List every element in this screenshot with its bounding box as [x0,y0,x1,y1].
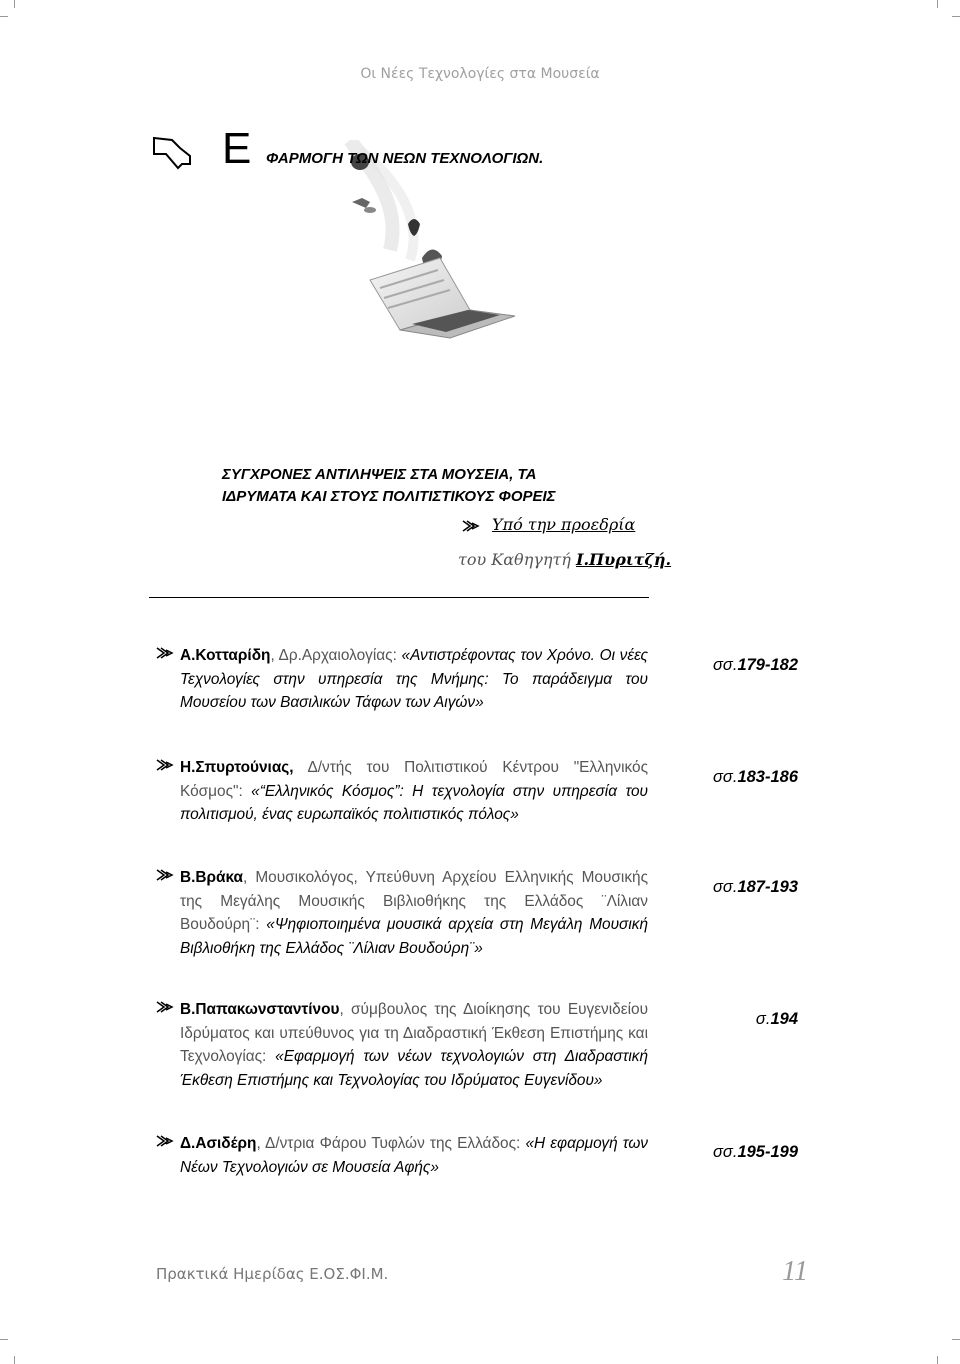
crop-mark [937,0,946,8]
crop-mark [14,1356,23,1364]
chair-name-line [458,550,671,569]
crop-mark [14,0,23,8]
page-header: Οι Νέες Τεχνολογίες στα Μουσεία [360,66,600,82]
speaker-name: Α.Κοτταρίδη [180,647,271,664]
program-entry [156,866,648,986]
bullet-icon [156,1000,174,1014]
bullet-icon [156,1134,174,1148]
divider [149,597,649,598]
speaker-role: , σύμβουλος της Διοίκησης του Ευγενιδείου Ιδρύματος και υπεύθυνος για τη Διαδραστική Έκθεση Επιστήμης και Τεχνολογίας: [180,1001,648,1065]
crop-mark [952,1339,960,1348]
chair-line [492,515,635,534]
page-range: σσ.179-182 [712,656,798,674]
crop-mark [0,1339,8,1348]
speaker-role: , Δ/ντρια Φάρου Τυφλών της Ελλάδος: [256,1135,526,1152]
speaker-name: Β.Βράκα [180,869,244,886]
talk-title: «Εφαρμογή των νέων τεχνολογιών στη Διαδραστική Έκθεση Επιστήμης και Τεχνολογίας του Ιδρύματος Ευγενίδου» [180,1048,648,1089]
speaker-role: Δ/ντής του Πολιτιστικού Κέντρου "Ελληνικός Κόσμος": [180,759,648,800]
talk-title: «Ψηφιοποιημένα μουσικά αρχεία στη Μεγάλη Μουσική Βιβλιοθήκη της Ελλάδος ¨Λίλιαν Βουδούρη¨» [180,916,648,957]
entry-text [180,998,648,1092]
speaker-role: , Δρ.Αρχαιολογίας: [270,647,402,664]
speaker-name: Η.Σπυρτούνιας, [180,759,294,776]
chair-label: Υπό την προεδρία [492,515,636,534]
entry-text [180,644,648,715]
pointing-hand-icon [150,134,194,174]
program-entry [156,1132,648,1192]
chair-prefix: του Καθηγητή [458,550,571,569]
page-range: σ.194 [755,1010,798,1028]
session-title-line2: ΣΥΓΧΡΟΝΕΣ ΑΝΤΙΛΗΨΕΙΣ ΣΤΑ ΜΟΥΣΕΙΑ, ΤΑ [222,466,537,483]
page-range: σσ.187-193 [712,878,798,896]
bullet-icon [156,758,174,772]
program-entry [156,756,648,856]
entry-text [180,756,648,827]
talk-title: «Η εφαρμογή των Νέων Τεχνολογιών σε Μουσεία Αφής» [180,1135,648,1176]
footer-text: Πρακτικά Ημερίδας Ε.ΟΣ.ΦΙ.Μ. [156,1265,389,1283]
laptop-artifacts-illustration [340,140,580,340]
page-range: σσ.183-186 [712,768,798,786]
speaker-role: , Μουσικολόγος, Υπεύθυνη Αρχείου Ελληνικής Μουσικής της Μεγάλης Μουσικής Βιβλιοθήκης της Ελλάδος ¨Λίλιαν Βουδούρη¨: [180,869,648,933]
session-title-line3: ΙΔΡΥΜΑΤΑ ΚΑΙ ΣΤΟΥΣ ΠΟΛΙΤΙΣΤΙΚΟΥΣ ΦΟΡΕΙΣ [222,488,556,505]
bullet-icon [462,519,480,533]
speaker-name: Δ.Ασιδέρη [180,1135,257,1152]
session-initial-letter: Ε [222,124,252,173]
program-entry [156,644,648,744]
talk-title: «Αντιστρέφοντας τον Χρόνο. Οι νέες Τεχνολογίες στην υπηρεσία της Μνήμης: Το παράδειγμα του Μουσείου των Βασιλικών Τάφων των Αιγών» [180,647,648,711]
crop-mark [952,16,960,25]
bullet-icon [156,868,174,882]
page-range: σσ.195-199 [712,1143,798,1161]
program-entry [156,998,648,1118]
entry-text [180,1132,648,1179]
bullet-icon [156,646,174,660]
page-number: 11 [782,1256,808,1287]
crop-mark [0,16,8,25]
crop-mark [937,1356,946,1364]
session-title-line1: ΦΑΡΜΟΓΗ ΤΩΝ ΝΕΩΝ ΤΕΧΝΟΛΟΓΙΩΝ. [266,150,544,167]
speaker-name: Β.Παπακωνσταντίνου [180,1001,340,1018]
chair-name: Ι.Πυριτζή. [575,550,672,569]
talk-title: «“Ελληνικός Κόσμος”: Η τεχνολογία στην υπηρεσία του πολιτισμού, ένας ευρωπαϊκός πολιτιστικός πόλος» [180,782,648,823]
entry-text [180,866,648,960]
